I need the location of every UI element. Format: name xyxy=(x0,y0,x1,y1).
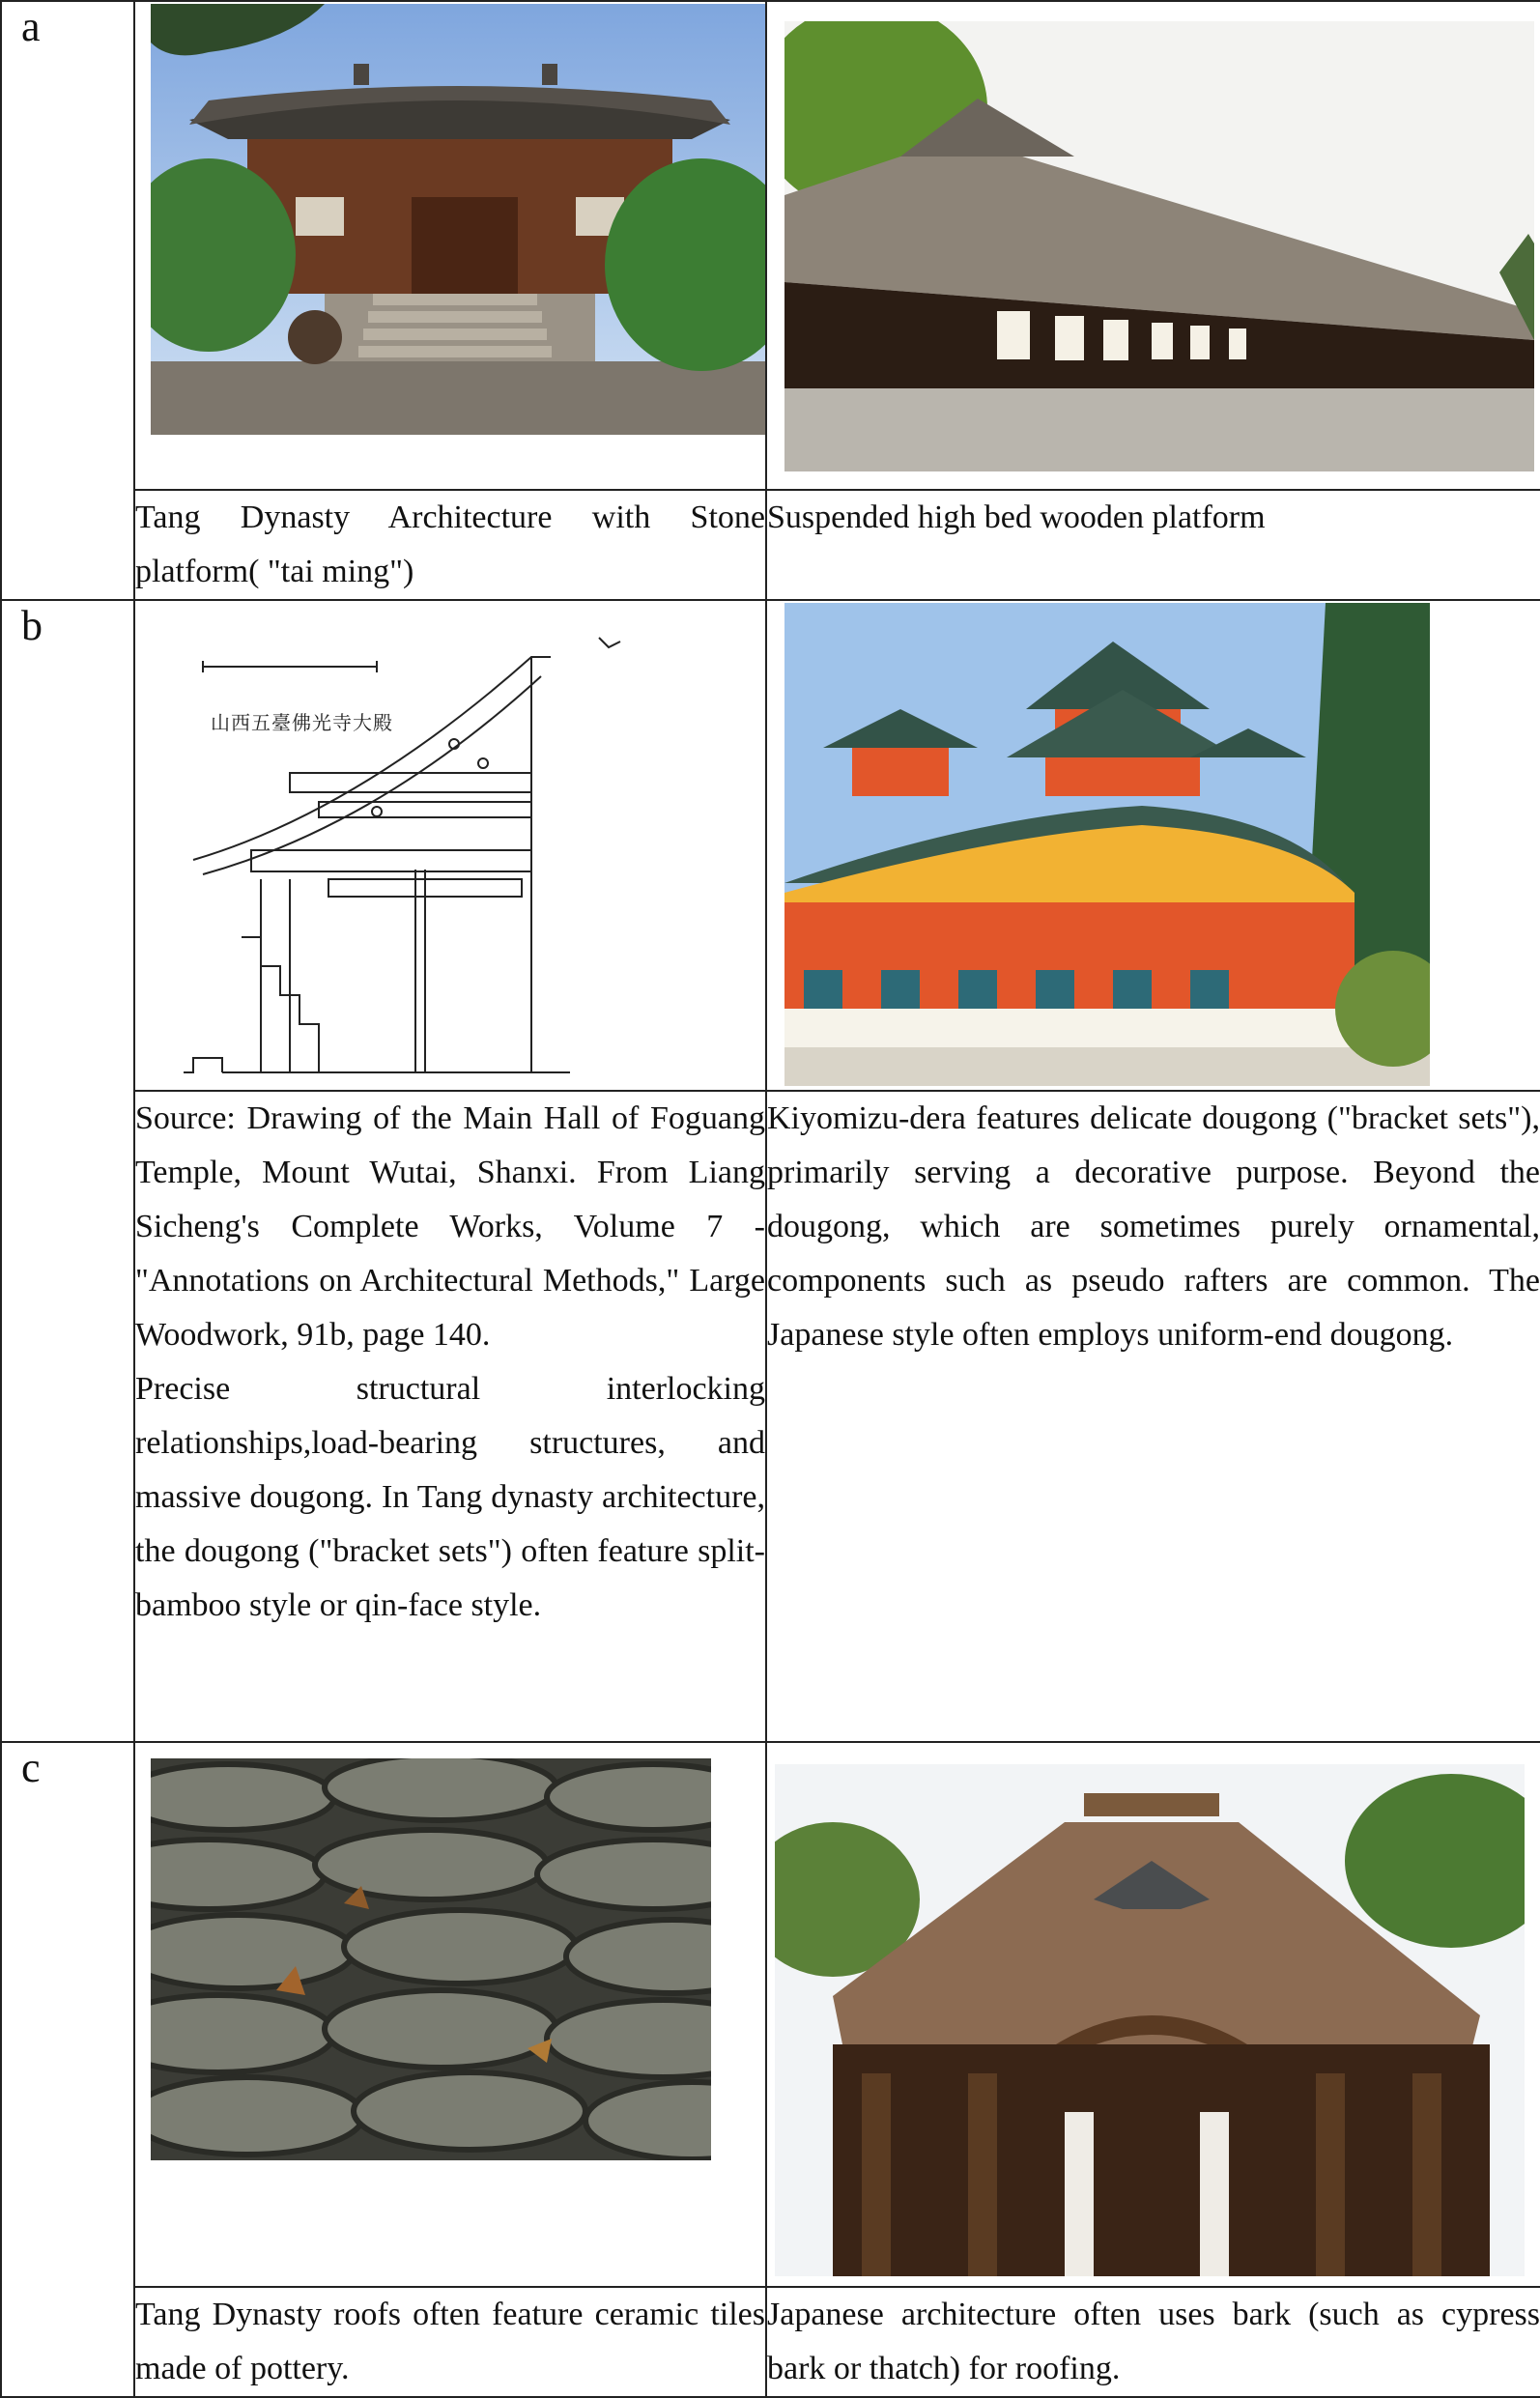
row-a-right-caption-cell xyxy=(766,490,1540,600)
row-c-left-image-cell xyxy=(134,1742,766,2287)
row-c-left-caption-cell xyxy=(134,2287,766,2397)
row-label-c-cell xyxy=(1,1742,134,2397)
row-a-left-caption-cell xyxy=(134,490,766,600)
row-b-left-caption-source: Source: Drawing of the Main Hall of Foguang Temple, Mount Wutai, Shanxi. From Liang Sicheng's Complete Works, Volume 7 - "Annotations on Architectural Methods," Large Woodwork, 91b, page 140. xyxy=(135,1100,765,1353)
row-c-right-caption: Japanese architecture often uses bark (such as cypress bark or thatch) for roofing. xyxy=(767,2297,1540,2386)
row-a-left-image-cell xyxy=(134,1,766,490)
red-pagoda-gate-photo xyxy=(784,603,1430,1086)
row-c-captions xyxy=(1,2287,1540,2397)
row-label-b: b xyxy=(21,602,43,649)
row-a-left-caption: Tang Dynasty Architecture with Stone platform( "tai ming") xyxy=(135,500,765,589)
row-b-right-caption: Kiyomizu-dera features delicate dougong ("bracket sets"), primarily serving a decorative purpose. Beyond the dougong, which are sometimes purely ornamental, components such as pseudo rafters are common. The Japanese style often employs uniform-end dougong. xyxy=(767,1100,1540,1353)
row-a-captions xyxy=(1,490,1540,600)
row-label-c: c xyxy=(21,1744,41,1791)
bark-roof-temple-photo xyxy=(775,1764,1525,2276)
row-label-b-cell xyxy=(1,600,134,1742)
row-c-right-image-cell xyxy=(766,1742,1540,2287)
row-label-a: a xyxy=(21,3,41,50)
ceramic-roof-tiles-closeup-photo xyxy=(151,1758,711,2160)
row-label-a-cell xyxy=(1,1,134,600)
tang-hall-stone-platform-photo xyxy=(151,4,765,435)
row-c-images xyxy=(1,1742,1540,2287)
row-b-left-caption-description: Precise structural interlocking relationships,load-bearing structures, and massive dougong. In Tang dynasty architecture, the dougong ("bracket sets") often feature split-bamboo style or qin-face style. xyxy=(135,1371,765,1623)
row-b-images xyxy=(1,600,1540,1091)
drawing-inscription: 山西五臺佛光寺大殿 xyxy=(211,711,393,734)
row-c-right-caption-cell xyxy=(766,2287,1540,2397)
foguang-temple-section-drawing xyxy=(164,618,744,1082)
row-b-captions xyxy=(1,1091,1540,1742)
row-b-right-image-cell xyxy=(766,600,1540,1091)
row-a-images xyxy=(1,1,1540,490)
row-a-right-caption: Suspended high bed wooden platform xyxy=(767,500,1266,535)
row-b-left-image-cell xyxy=(134,600,766,1091)
row-b-left-caption-cell xyxy=(134,1091,766,1742)
row-a-right-image-cell xyxy=(766,1,1540,490)
japanese-long-hall-raised-wooden-platform-photo xyxy=(784,21,1534,471)
row-b-right-caption-cell xyxy=(766,1091,1540,1742)
row-c-left-caption: Tang Dynasty roofs often feature ceramic tiles made of pottery. xyxy=(135,2297,765,2386)
